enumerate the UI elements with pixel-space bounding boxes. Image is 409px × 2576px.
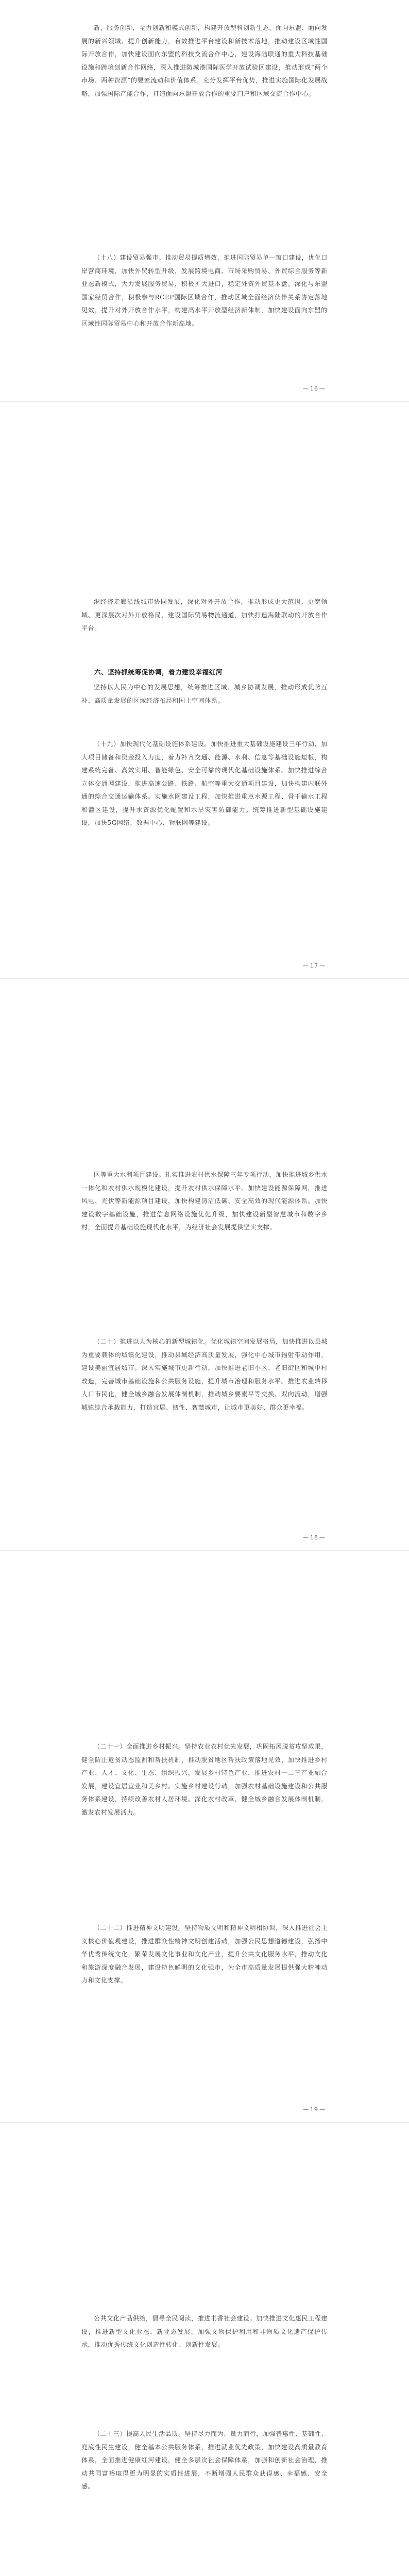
page-17 bbox=[0, 577, 409, 979]
page-18 bbox=[0, 1149, 409, 1551]
paragraph: 新，服务创新，全力创新和模式创新，构建开放型科创新生态，面向东盟、面向发展的新兴领域、提升创新能力，有效推进平台建设和新技术落地，推动建设区域性国际开放合作，加快建设面向东盟的科技交流合作中心，建设海陆联通的重大科技基础设施和跨境创新合作网络，深入推进防城港国际医学开放试验区建设，推动形成“两个市场、两种资源”的要素流动和价值体系。充分发挥平台优势，推进实施国际化发展战略，加强国际产能合作，打造面向东盟开放合作的重要门户和区域交流合作中心。 bbox=[81, 24, 328, 97]
page-20 bbox=[0, 2293, 409, 2576]
page-number: — 18 — bbox=[303, 1534, 326, 1541]
page-number: — 17 — bbox=[303, 962, 326, 969]
page-number: — 16 — bbox=[303, 385, 326, 392]
paragraph: （十八）建设贸易强市。推动贸易提质增效，推进国际贸易单一窗口建设，优化口岸营商环境，加快外贸转型升级，发展跨境电商、市场采购贸易、外贸综合服务等新业态新模式，大力发展服务贸易，积极扩大进口，稳定外资外贸基本盘。深化与东盟国家经贸合作，积极参与RCEP国际区域合作，推动区域全面经济伙伴关系协定落地见效，提升对外开放合作水平，构建高水平开放型经济新体制，加快建设面向东盟的区域性国际贸易中心和开放合作新高地。 bbox=[81, 254, 328, 327]
paragraph: 港经济走廊沿线城市协同发展，深化对外开放合作，推动形成更大范围、更宽领域、更深层次对外开放格局，建设国际贸易物流通道，加快打造海陆联动的开放合作平台。 bbox=[81, 598, 328, 632]
paragraph: 坚持以人民为中心的发展思想，统筹推进区域、城乡协调发展，推动形成优势互补、高质量发展的区域经济布局和国土空间体系。 bbox=[81, 684, 328, 704]
paragraph: （十九）加快现代化基础设施体系建设。加快推进重大基础设施建设三年行动，加大项目储备和资金投入力度，着力补齐交通、能源、水利、信息等基础设施短板，构建系统完备、高效实用、智能绿色、安全可靠的现代化基础设施体系。加快推进综合立体交通网建设，推进高速公路、铁路、航空等重大交通项目建设，加快构建内联外通的综合交通运输体系。实施水网建设工程，加快推进重点水源工程、骨干输水工程和灌区建设，提升水资源优化配置和水旱灾害防御能力。统筹推进新型基础设施建设，加快5G网络、数据中心、物联网等建设。 bbox=[81, 740, 328, 826]
paragraph: （二十一）全面推进乡村振兴。坚持农业农村优先发展，巩固拓展脱贫攻坚成果，健全防止返贫动态监测和帮扶机制，推动脱贫地区帮扶政策落地见效，加快推进乡村产业、人才、文化、生态、组织振兴，发展乡村特色产业，推进农村一二三产业融合发展，建设宜居宜业和美乡村。实施乡村建设行动，加强农村基础设施建设和公共服务体系建设，持续改善农村人居环境。深化农村改革，健全城乡融合发展体制机制，激发农村发展活力。 bbox=[81, 1743, 328, 1816]
page-16 bbox=[0, 0, 409, 402]
paragraph: 公共文化产品供给，倡导全民阅读，推进书香社会建设。加快推进文化惠民工程建设，推进新型文化业态、新业态发展，加强文物保护利用和非物质文化遗产保护传承，推动优秀传统文化创造性转化、创新性发展。 bbox=[81, 2315, 328, 2348]
page-number: — 19 — bbox=[303, 2106, 326, 2113]
paragraph: （二十二）推进精神文明建设。坚持物质文明和精神文明相协调，深入推进社会主义核心价值观建设，推进群众性精神文明创建活动，加强公民思想道德建设，弘扬中华优秀传统文化，繁荣发展文化事业和文化产业，提升公共文化服务水平，推动文化和旅游深度融合发展，建设特色鲜明的文化强市，为全市高质量发展提供强大精神动力和文化支撑。 bbox=[81, 1924, 328, 1984]
paragraph: （二十三）提高人民生活品质。坚持尽力而为、量力而行，加强普惠性、基础性、兜底性民生建设，健全基本公共服务体系，推进就业优先政策，加快建设高质量教育体系，全面推进健康红河建设，健全多层次社会保障体系，加强和创新社会治理，推动共同富裕取得更为明显的实质性进展，不断增强人民群众获得感、幸福感、安全感。 bbox=[81, 2430, 328, 2490]
paragraph: 区等重大水利项目建设。扎实推进农村供水保障三年专项行动，加快推进城乡供水一体化和农村供水规模化建设，提升农村供水保障水平。加快建设能源保障网，推进风电、光伏等新能源项目建设，加快构建清洁低碳、安全高效的现代能源体系。加快建设数字基础设施，推进信息网络设施优化升级，加快建设新型智慧城市和数字乡村，全面提升基础设施现代化水平，为经济社会发展提供坚实支撑。 bbox=[81, 1171, 328, 1231]
section-title: 六、坚持抓统筹促协调，着力建设幸福红河 bbox=[94, 668, 223, 676]
paragraph: （二十）推进以人为核心的新型城镇化。优化城镇空间发展格局，加快推进以县城为重要载体的城镇化建设，推动县域经济高质量发展，强化中心城市辐射带动作用，建设美丽宜居城市。深入实施城市更新行动，加快推进老旧小区、老旧街区和城中村改造，完善城市基础设施和公共服务设施，提升城市治理和服务水平。推进农业转移人口市民化，健全城乡融合发展体制机制，推动城乡要素平等交换、双向流动，增强城镇综合承载能力，打造宜居、韧性、智慧城市，让城市更美好、群众更幸福。 bbox=[81, 1338, 328, 1411]
page-19 bbox=[0, 1721, 409, 2123]
